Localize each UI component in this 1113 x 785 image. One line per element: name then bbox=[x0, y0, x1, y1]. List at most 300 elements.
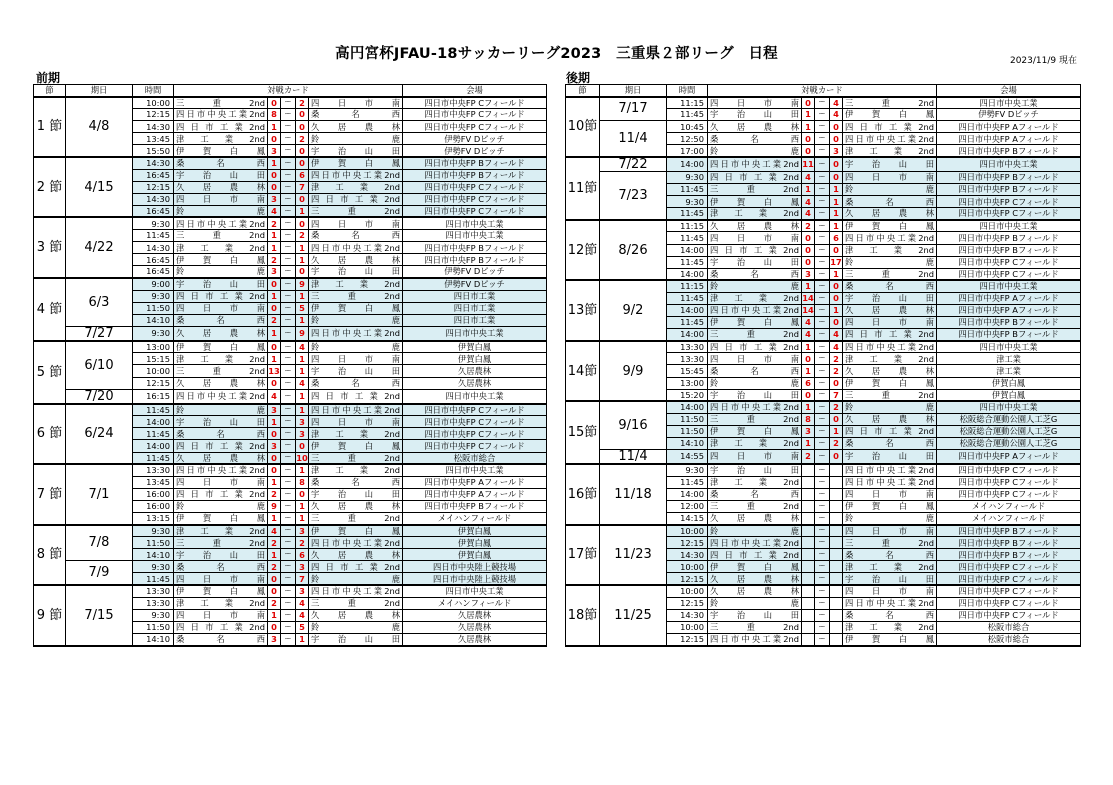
venue: 四日市中央FP Bフィールド bbox=[937, 171, 1081, 183]
round-label: 5 節 bbox=[34, 341, 66, 404]
venue: 四日市中央FP Bフィールド bbox=[403, 169, 547, 181]
score-separator: ー bbox=[281, 633, 296, 645]
kickoff-time: 16:00 bbox=[133, 488, 174, 500]
home-team: 伊 賀 白 鳳 bbox=[174, 145, 268, 157]
match-row bbox=[566, 525, 1081, 537]
kickoff-time: 10:00 bbox=[667, 525, 708, 537]
home-score: 2 bbox=[802, 220, 815, 232]
score-separator: ー bbox=[815, 121, 830, 133]
home-score: 2 bbox=[268, 597, 281, 609]
score-separator: ー bbox=[281, 621, 296, 633]
away-score: 0 bbox=[296, 121, 309, 133]
home-score: 1 bbox=[802, 280, 815, 292]
venue: メイハンフィールド bbox=[937, 500, 1081, 512]
kickoff-time: 12:15 bbox=[133, 181, 174, 193]
round-label: 10節 bbox=[566, 97, 600, 157]
away-team: 三 重 2nd bbox=[309, 513, 403, 525]
home-score: 1 bbox=[268, 230, 281, 242]
home-score: 0 bbox=[268, 169, 281, 181]
score-separator: ー bbox=[281, 121, 296, 133]
venue: 四日市中央FP Cフィールド bbox=[937, 585, 1081, 597]
venue: 四日市中央FP Cフィールド bbox=[937, 196, 1081, 208]
score-separator: ー bbox=[815, 464, 830, 476]
venue: 四日市中央FP Bフィールド bbox=[403, 500, 547, 512]
home-team: 鈴 鹿 bbox=[174, 500, 268, 512]
home-score bbox=[802, 585, 815, 597]
away-score: 8 bbox=[296, 476, 309, 488]
score-separator: ー bbox=[281, 549, 296, 561]
away-team: 四日市中央工業2nd bbox=[843, 232, 937, 244]
home-score: 1 bbox=[268, 513, 281, 525]
home-team: 伊 賀 白 鳳 bbox=[174, 513, 268, 525]
match-row bbox=[34, 561, 547, 573]
kickoff-time: 14:00 bbox=[667, 488, 708, 500]
kickoff-time: 17:00 bbox=[667, 145, 708, 157]
away-score: 1 bbox=[296, 254, 309, 266]
score-separator: ー bbox=[281, 145, 296, 157]
match-date: 11/4 bbox=[600, 121, 667, 157]
home-score: 1 bbox=[802, 121, 815, 133]
home-team: 三 重 2nd bbox=[174, 230, 268, 242]
kickoff-time: 14:10 bbox=[667, 438, 708, 450]
score-separator: ー bbox=[815, 232, 830, 244]
score-separator: ー bbox=[815, 208, 830, 220]
home-score: 1 bbox=[268, 476, 281, 488]
header-time: 時間 bbox=[133, 85, 174, 97]
home-team: 四 日 市 工 業 2nd bbox=[708, 341, 802, 353]
match-date: 8/26 bbox=[600, 220, 667, 280]
home-team: 宇 治 山 田 bbox=[708, 609, 802, 621]
score-separator: ー bbox=[281, 488, 296, 500]
venue: 久居農林 bbox=[403, 633, 547, 645]
score-separator: ー bbox=[281, 314, 296, 326]
home-team: 津 工 業 2nd bbox=[708, 438, 802, 450]
away-team: 四 日 市 南 bbox=[843, 488, 937, 500]
header-row bbox=[566, 85, 1081, 97]
home-score: 3 bbox=[268, 266, 281, 278]
away-score: 0 bbox=[830, 121, 843, 133]
venue: 四日市中央FP Bフィールド bbox=[937, 145, 1081, 157]
home-team: 鈴 鹿 bbox=[708, 280, 802, 292]
round-label: 6 節 bbox=[34, 404, 66, 464]
home-team: 四 日 市 南 bbox=[174, 302, 268, 314]
home-team: 四日市中央工業2nd bbox=[174, 389, 268, 404]
venue: 四日市中央FP Bフィールド bbox=[937, 232, 1081, 244]
home-team: 宇 治 山 田 bbox=[174, 278, 268, 290]
away-score: 1 bbox=[296, 365, 309, 377]
kickoff-time: 13:45 bbox=[133, 476, 174, 488]
away-team: 鈴 鹿 bbox=[843, 256, 937, 268]
home-score: 1 bbox=[268, 121, 281, 133]
home-score: 1 bbox=[268, 549, 281, 561]
score-separator: ー bbox=[815, 171, 830, 183]
score-separator: ー bbox=[281, 585, 296, 597]
away-team: 伊 賀 白 鳳 bbox=[843, 500, 937, 512]
score-separator: ー bbox=[815, 244, 830, 256]
away-score: 7 bbox=[296, 181, 309, 193]
kickoff-time: 14:30 bbox=[133, 121, 174, 133]
away-team: 桑 名 西 bbox=[843, 549, 937, 561]
home-score: 4 bbox=[802, 196, 815, 208]
score-separator: ー bbox=[815, 549, 830, 561]
home-team: 伊 賀 白 鳳 bbox=[174, 585, 268, 597]
venue: 四日市中央FP Aフィールド bbox=[937, 292, 1081, 304]
kickoff-time: 16:45 bbox=[133, 169, 174, 181]
home-score: 2 bbox=[268, 254, 281, 266]
match-date: 4/15 bbox=[66, 157, 133, 217]
away-score bbox=[830, 585, 843, 597]
round-group bbox=[566, 97, 1081, 157]
away-team: 伊 賀 白 鳳 bbox=[309, 525, 403, 537]
match-date: 7/8 bbox=[66, 525, 133, 561]
home-team: 桑 名 西 bbox=[708, 488, 802, 500]
kickoff-time: 14:00 bbox=[667, 157, 708, 172]
home-score: 0 bbox=[268, 573, 281, 585]
venue: 四日市中央FP Bフィールド bbox=[937, 525, 1081, 537]
score-separator: ー bbox=[281, 365, 296, 377]
round-group bbox=[34, 97, 547, 157]
match-date: 7/23 bbox=[600, 171, 667, 219]
venue: 四日市中央FP Bフィールド bbox=[937, 549, 1081, 561]
home-team: 四 日 市 工 業 2nd bbox=[174, 440, 268, 452]
venue: 伊勢FV Dピッチ bbox=[403, 266, 547, 278]
away-team: 三 重 2nd bbox=[843, 537, 937, 549]
match-row bbox=[34, 525, 547, 537]
kickoff-time: 9:30 bbox=[667, 171, 708, 183]
match-date: 7/1 bbox=[66, 464, 133, 524]
away-team: 桑 名 西 bbox=[843, 609, 937, 621]
home-team: 四 日 市 南 bbox=[708, 353, 802, 365]
round-group bbox=[566, 341, 1081, 401]
score-separator: ー bbox=[815, 377, 830, 389]
home-team: 鈴 鹿 bbox=[708, 145, 802, 157]
home-score: 0 bbox=[268, 97, 281, 109]
score-separator: ー bbox=[281, 440, 296, 452]
home-team: 桑 名 西 bbox=[708, 133, 802, 145]
away-team: 伊 賀 白 鳳 bbox=[843, 377, 937, 389]
venue: メイハンフィールド bbox=[937, 513, 1081, 525]
round-group bbox=[34, 278, 547, 341]
venue: 四日市中央FP Cフィールド bbox=[937, 561, 1081, 573]
home-team: 四 日 市 工 業 2nd bbox=[174, 290, 268, 302]
home-team: 桑 名 西 bbox=[708, 365, 802, 377]
score-separator: ー bbox=[281, 573, 296, 585]
home-score: 8 bbox=[268, 109, 281, 121]
away-team: 桑 名 西 bbox=[843, 280, 937, 292]
venue: 四日市中央FP Bフィールド bbox=[937, 537, 1081, 549]
kickoff-time: 11:50 bbox=[133, 537, 174, 549]
home-team: 四日市中央工業2nd bbox=[174, 464, 268, 476]
kickoff-time: 14:30 bbox=[667, 609, 708, 621]
score-separator: ー bbox=[281, 242, 296, 254]
home-team: 四日市中央工業2nd bbox=[708, 305, 802, 317]
home-team: 久 居 農 林 bbox=[708, 513, 802, 525]
away-team: 宇 治 山 田 bbox=[843, 573, 937, 585]
round-group bbox=[566, 525, 1081, 585]
score-separator: ー bbox=[815, 537, 830, 549]
kickoff-time: 10:45 bbox=[667, 121, 708, 133]
away-score: 5 bbox=[296, 302, 309, 314]
venue: 久居農林 bbox=[403, 377, 547, 389]
home-team: 宇 治 山 田 bbox=[708, 109, 802, 121]
away-team: 鈴 鹿 bbox=[309, 621, 403, 633]
home-team: 四日市中央工業2nd bbox=[708, 633, 802, 645]
away-score: 1 bbox=[830, 268, 843, 280]
away-team: 四日市中央工業2nd bbox=[843, 133, 937, 145]
venue: 四日市中央FP Cフィールド bbox=[403, 428, 547, 440]
away-team: 四日市中央工業2nd bbox=[843, 597, 937, 609]
venue: 四日市中央FP Bフィールド bbox=[403, 242, 547, 254]
venue: 伊賀白鳳 bbox=[403, 341, 547, 353]
kickoff-time: 9:30 bbox=[133, 609, 174, 621]
away-team: 伊 賀 白 鳳 bbox=[309, 440, 403, 452]
home-score: 0 bbox=[802, 256, 815, 268]
home-score bbox=[802, 488, 815, 500]
score-separator: ー bbox=[815, 585, 830, 597]
away-score: 1 bbox=[296, 314, 309, 326]
home-team: 四 日 市 工 業 2nd bbox=[174, 488, 268, 500]
home-team: 伊 賀 白 鳳 bbox=[174, 254, 268, 266]
home-score: 1 bbox=[268, 416, 281, 428]
venue: 久居農林 bbox=[403, 621, 547, 633]
home-team: 四 日 市 南 bbox=[174, 609, 268, 621]
away-score: 2 bbox=[296, 133, 309, 145]
header-match: 対戦カード bbox=[708, 85, 937, 97]
away-score bbox=[830, 609, 843, 621]
round-label: 18節 bbox=[566, 585, 600, 645]
away-score: 4 bbox=[830, 97, 843, 109]
score-separator: ー bbox=[815, 353, 830, 365]
venue: 四日市中央FP Bフィールド bbox=[937, 317, 1081, 329]
round-group bbox=[566, 280, 1081, 340]
home-team: 伊 賀 白 鳳 bbox=[708, 196, 802, 208]
away-team: 久 居 農 林 bbox=[309, 121, 403, 133]
venue: 四日市中央FP Cフィールド bbox=[937, 476, 1081, 488]
away-score: 17 bbox=[830, 257, 842, 268]
home-team: 宇 治 山 田 bbox=[174, 169, 268, 181]
match-row bbox=[566, 121, 1081, 133]
round-label: 17節 bbox=[566, 525, 600, 585]
away-score: 6 bbox=[830, 232, 843, 244]
home-score: 0 bbox=[268, 278, 281, 290]
away-score: 0 bbox=[830, 133, 843, 145]
venue: 伊賀白鳳 bbox=[403, 549, 547, 561]
home-score bbox=[802, 609, 815, 621]
away-score: 7 bbox=[296, 573, 309, 585]
away-score bbox=[830, 500, 843, 512]
home-team: 伊 賀 白 鳳 bbox=[708, 561, 802, 573]
away-team: 四 日 市 工 業 2nd bbox=[309, 389, 403, 404]
kickoff-time: 9:30 bbox=[667, 196, 708, 208]
away-score: 2 bbox=[296, 230, 309, 242]
score-separator: ー bbox=[281, 416, 296, 428]
away-score: 0 bbox=[830, 157, 843, 172]
home-score: 2 bbox=[268, 488, 281, 500]
score-separator: ー bbox=[815, 500, 830, 512]
match-row bbox=[566, 157, 1081, 172]
venue: 四日市中央FP Bフィールド bbox=[403, 157, 547, 169]
match-date: 9/16 bbox=[600, 401, 667, 449]
round-label: 8 節 bbox=[34, 525, 66, 585]
venue: 四日市中央FP Cフィールド bbox=[403, 121, 547, 133]
away-score: 1 bbox=[830, 425, 843, 437]
as-of-date: 2023/11/9 現在 bbox=[1009, 56, 1077, 66]
home-score: 0 bbox=[268, 585, 281, 597]
match-row bbox=[34, 404, 547, 416]
venue: 四日市工業 bbox=[403, 314, 547, 326]
kickoff-time: 11:45 bbox=[133, 230, 174, 242]
round-label: 9 節 bbox=[34, 585, 66, 645]
round-group bbox=[566, 220, 1081, 280]
match-date: 11/18 bbox=[600, 464, 667, 524]
round-group bbox=[566, 464, 1081, 524]
away-team: 久 居 農 林 bbox=[843, 305, 937, 317]
venue: 津工業 bbox=[937, 365, 1081, 377]
home-team: 津 工 業 2nd bbox=[174, 133, 268, 145]
home-score: 0 bbox=[802, 97, 815, 109]
home-score: 6 bbox=[802, 377, 815, 389]
venue: 四日市中央FP Bフィールド bbox=[403, 254, 547, 266]
away-team: 四 日 市 南 bbox=[309, 217, 403, 229]
round-label: 15節 bbox=[566, 401, 600, 464]
home-score bbox=[802, 525, 815, 537]
venue: 伊勢FV Dピッチ bbox=[403, 145, 547, 157]
home-score: 4 bbox=[268, 525, 281, 537]
home-team: 四日市中央工業2nd bbox=[708, 401, 802, 413]
away-team: 久 居 農 林 bbox=[309, 500, 403, 512]
away-score: 1 bbox=[296, 500, 309, 512]
away-team: 三 重 2nd bbox=[843, 97, 937, 109]
away-score: 0 bbox=[296, 440, 309, 452]
away-team: 鈴 鹿 bbox=[843, 513, 937, 525]
venue: 四日市中央FP Cフィールド bbox=[403, 97, 547, 109]
away-score: 7 bbox=[830, 389, 843, 401]
venue: 四日市中央FP Bフィールド bbox=[937, 329, 1081, 341]
away-team: 桑 名 西 bbox=[843, 196, 937, 208]
round-group bbox=[34, 404, 547, 464]
away-score: 1 bbox=[296, 513, 309, 525]
away-team: 津 工 業 2nd bbox=[309, 428, 403, 440]
match-date: 6/10 bbox=[66, 341, 133, 389]
match-row bbox=[566, 171, 1081, 183]
home-score bbox=[802, 597, 815, 609]
away-score bbox=[830, 476, 843, 488]
away-score bbox=[830, 464, 843, 476]
kickoff-time: 9:30 bbox=[133, 290, 174, 302]
home-score: 0 bbox=[268, 452, 281, 464]
score-separator: ー bbox=[281, 181, 296, 193]
score-separator: ー bbox=[815, 476, 830, 488]
away-team: 久 居 農 林 bbox=[309, 549, 403, 561]
kickoff-time: 11:45 bbox=[667, 476, 708, 488]
away-team: 宇 治 山 田 bbox=[309, 633, 403, 645]
home-score: 2 bbox=[268, 217, 281, 229]
venue: 津工業 bbox=[937, 353, 1081, 365]
away-score: 9 bbox=[296, 278, 309, 290]
score-separator: ー bbox=[815, 609, 830, 621]
round-label: 14節 bbox=[566, 341, 600, 401]
home-team: 三 重 2nd bbox=[708, 184, 802, 196]
home-score: 1 bbox=[802, 365, 815, 377]
away-team: 伊 賀 白 鳳 bbox=[309, 302, 403, 314]
away-team: 四日市中央工業2nd bbox=[843, 476, 937, 488]
away-score: 1 bbox=[830, 184, 843, 196]
home-team: 四 日 市 工 業 2nd bbox=[708, 244, 802, 256]
home-score: 4 bbox=[802, 317, 815, 329]
home-score: 0 bbox=[268, 377, 281, 389]
home-score: 3 bbox=[802, 268, 815, 280]
home-team: 久 居 農 林 bbox=[174, 377, 268, 389]
away-score: 1 bbox=[830, 196, 843, 208]
venue: 四日市中央FP Cフィールド bbox=[937, 609, 1081, 621]
match-row bbox=[34, 217, 547, 229]
home-score: 3 bbox=[268, 145, 281, 157]
home-team: 鈴 鹿 bbox=[708, 377, 802, 389]
home-score: 14 bbox=[802, 305, 814, 316]
score-separator: ー bbox=[281, 266, 296, 278]
header-date: 期日 bbox=[600, 85, 667, 97]
home-score: 3 bbox=[268, 633, 281, 645]
away-team: 四 日 市 工 業 2nd bbox=[843, 425, 937, 437]
kickoff-time: 9:30 bbox=[133, 217, 174, 229]
score-separator: ー bbox=[815, 597, 830, 609]
venue: 四日市中央FP Cフィールド bbox=[937, 208, 1081, 220]
home-score bbox=[802, 476, 815, 488]
round-label: 4 節 bbox=[34, 278, 66, 341]
home-team: 三 重 2nd bbox=[708, 413, 802, 425]
kickoff-time: 10:00 bbox=[133, 97, 174, 109]
away-score: 1 bbox=[296, 242, 309, 254]
round-group bbox=[34, 464, 547, 524]
away-score: 2 bbox=[830, 401, 843, 413]
kickoff-time: 13:00 bbox=[133, 341, 174, 353]
kickoff-time: 14:00 bbox=[667, 401, 708, 413]
away-team: 津 工 業 2nd bbox=[309, 464, 403, 476]
kickoff-time: 11:50 bbox=[667, 425, 708, 437]
header-row bbox=[34, 85, 547, 97]
away-team: 四 日 市 南 bbox=[309, 353, 403, 365]
home-score bbox=[802, 513, 815, 525]
away-score bbox=[830, 537, 843, 549]
kickoff-time: 11:45 bbox=[667, 317, 708, 329]
home-team: 鈴 鹿 bbox=[708, 525, 802, 537]
home-team: 鈴 鹿 bbox=[174, 266, 268, 278]
away-team: 四日市中央工業2nd bbox=[309, 169, 403, 181]
away-score: 5 bbox=[296, 621, 309, 633]
home-score: 3 bbox=[268, 440, 281, 452]
kickoff-time: 11:45 bbox=[667, 256, 708, 268]
away-team: 桑 名 西 bbox=[309, 476, 403, 488]
kickoff-time: 10:00 bbox=[133, 365, 174, 377]
away-score: 2 bbox=[296, 97, 309, 109]
away-score: 4 bbox=[830, 109, 843, 121]
away-score: 0 bbox=[296, 109, 309, 121]
away-team: 四 日 市 南 bbox=[843, 171, 937, 183]
score-separator: ー bbox=[281, 302, 296, 314]
venue: 伊勢FV Dピッチ bbox=[403, 133, 547, 145]
away-team: 桑 名 西 bbox=[309, 377, 403, 389]
home-score: 0 bbox=[268, 302, 281, 314]
round-group bbox=[34, 217, 547, 277]
kickoff-time: 14:00 bbox=[667, 305, 708, 317]
match-row bbox=[566, 464, 1081, 476]
kickoff-time: 10:00 bbox=[667, 621, 708, 633]
kickoff-time: 14:10 bbox=[133, 314, 174, 326]
kickoff-time: 14:00 bbox=[667, 244, 708, 256]
home-score: 1 bbox=[268, 157, 281, 169]
home-score: 0 bbox=[268, 464, 281, 476]
home-team: 鈴 鹿 bbox=[174, 205, 268, 217]
